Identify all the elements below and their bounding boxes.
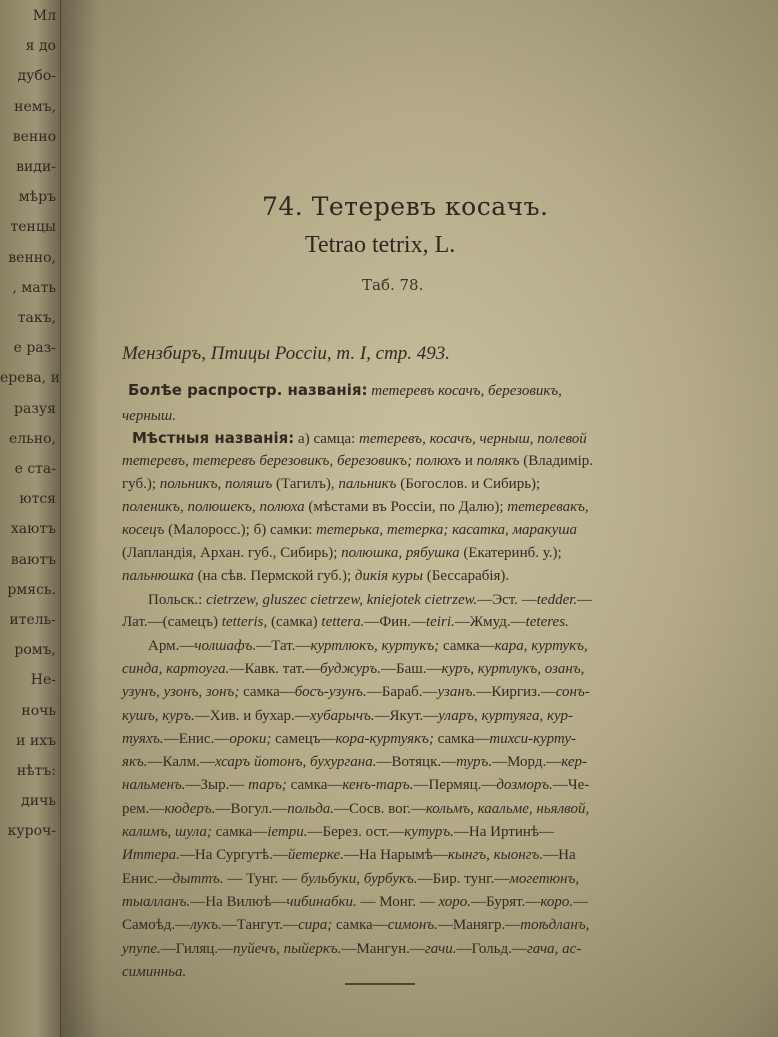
text-run: —Мангун.—: [341, 941, 425, 957]
text-run: губ.);: [122, 476, 160, 492]
margin-fragment: ночь: [21, 702, 56, 719]
plate-reference: Таб. 78.: [362, 276, 424, 294]
italic-run: уларъ, куртуяга, кур-: [438, 708, 574, 724]
italic-run: полякъ: [476, 453, 520, 469]
text-run: —Бир. тунг.—: [417, 871, 510, 887]
italic-run: тетеревакъ,: [507, 499, 589, 515]
italic-run: упупе.: [122, 941, 161, 957]
text-run: —Якут.—: [374, 708, 439, 724]
text-line: [122, 892, 682, 912]
italic-run: гачи.: [424, 941, 457, 957]
text-line: [122, 406, 682, 426]
italic-run: кынгъ, кыонгъ.: [447, 847, 544, 863]
text-run: —: [577, 592, 593, 608]
italic-run: черныш.: [122, 408, 176, 424]
text-run: —Тангут.—: [221, 917, 299, 933]
text-run: (Тагилъ),: [272, 476, 339, 492]
text-run: Арм.—: [148, 638, 195, 654]
margin-fragment: ельно,: [8, 430, 56, 447]
italic-run: польда.: [287, 801, 335, 817]
text-run: (мѣстами въ Россіи, по Далю);: [304, 499, 508, 515]
text-run: самецъ—: [271, 731, 336, 747]
italic-run: бульбуки, бурбукъ.: [300, 871, 418, 887]
facing-page-margin: [0, 0, 61, 1037]
text-line: [122, 869, 682, 889]
text-line: [122, 566, 682, 586]
gutter-shadow: [60, 0, 100, 1037]
text-run: —Манягр.—: [437, 917, 521, 933]
italic-run: буджуръ.: [319, 661, 381, 677]
italic-run: кенъ-таръ.: [342, 777, 414, 793]
margin-fragment: види-: [16, 159, 56, 175]
end-rule: [345, 983, 415, 985]
italic-run: хоро.: [438, 894, 472, 910]
margin-fragment: Не-: [30, 672, 56, 689]
italic-run: дыттъ.: [172, 871, 224, 887]
italic-run: поленикъ, полюшекъ, полюха: [122, 499, 305, 515]
text-run: —Морд.—: [492, 754, 562, 770]
italic-run: симинньа.: [122, 964, 187, 980]
italic-run: польникъ, поляшъ: [159, 476, 273, 492]
italic-run: могетюнъ,: [509, 871, 580, 887]
italic-run: tetteris,: [221, 614, 268, 630]
text-run: —Енис.—: [163, 731, 230, 747]
text-run: —Вогул.—: [215, 801, 288, 817]
italic-run: пальникъ: [338, 476, 397, 492]
margin-fragment: , мать: [12, 279, 56, 296]
italic-run: калимъ, шула;: [122, 824, 212, 840]
italic-run: йетерке.: [287, 847, 344, 863]
margin-fragment: такъ,: [17, 310, 56, 326]
text-run: —Кавк. тат.—: [229, 661, 320, 677]
italic-run: teteres.: [525, 614, 569, 630]
italic-run: дикія куры: [354, 568, 424, 584]
italic-run: косецъ: [122, 522, 165, 538]
text-run: —Берез. ост.—: [307, 824, 405, 840]
text-run: —Гиляц.—: [160, 941, 234, 957]
text-line: [122, 845, 682, 865]
text-run: самка—: [239, 684, 295, 700]
italic-run: пуйечъ, пыйеркъ.: [233, 941, 342, 957]
text-line: [122, 939, 682, 959]
italic-run: кушъ, куръ.: [122, 708, 195, 724]
text-run: самка—: [286, 777, 343, 793]
text-run: —Че-: [552, 777, 590, 793]
text-run: и: [461, 453, 477, 469]
text-line: [122, 962, 682, 982]
latin-name: Tetrao tetrix, L.: [305, 232, 456, 258]
italic-run: куртлюкъ, куртукъ;: [310, 638, 440, 654]
italic-run: тетеревъ косачъ, березовикъ,: [367, 383, 562, 399]
margin-fragment: венно: [12, 128, 56, 145]
text-run: самка—: [439, 638, 495, 654]
italic-run: кер-: [561, 754, 588, 770]
text-run: —На Нарымѣ—: [343, 847, 448, 863]
italic-run: сонъ-: [555, 684, 590, 700]
text-line: [122, 822, 682, 842]
italic-run: узанъ.: [437, 684, 477, 700]
italic-run: кутуръ.: [404, 824, 454, 840]
italic-run: пальнюшка: [122, 568, 194, 584]
italic-run: кюдеръ.: [164, 801, 216, 817]
italic-run: нальменъ.: [122, 777, 186, 793]
margin-fragment: рмясь.: [7, 581, 56, 598]
text-line: [122, 752, 682, 772]
text-run: —На Иртинѣ—: [453, 824, 555, 840]
text-line: [122, 659, 682, 679]
text-line: [122, 543, 682, 563]
italic-run: хсаръ йотонъ, бухургана.: [214, 754, 377, 770]
text-run: самка—: [433, 731, 490, 747]
italic-run: хубарычъ.: [309, 708, 375, 724]
italic-run: тоѣдланъ,: [520, 917, 590, 933]
text-line: [122, 775, 682, 795]
margin-fragment: е раз-: [13, 340, 56, 357]
text-run: —Калм.—: [147, 754, 215, 770]
text-run: (Богослов. и Сибирь);: [396, 476, 541, 492]
text-line: [122, 915, 682, 935]
text-line: [122, 520, 682, 540]
italic-run: тетеревъ, косачъ, черныш, полевой: [359, 431, 587, 447]
text-run: —Эст. —: [477, 592, 537, 608]
margin-fragment: венно,: [8, 249, 56, 266]
margin-fragment: и ихъ: [16, 732, 56, 749]
italic-run: кара, куртукъ,: [494, 638, 588, 654]
margin-fragment: ваютъ: [10, 551, 56, 568]
text-run: (самка): [267, 614, 322, 630]
italic-run: tedder.: [536, 592, 578, 608]
text-run: —На Сургутѣ.—: [179, 847, 288, 863]
margin-fragment: немъ,: [14, 98, 56, 115]
text-run: —Бурят.—: [471, 894, 541, 910]
italic-run: teiri.: [425, 614, 455, 630]
italic-run: туяхъ.: [122, 731, 164, 747]
italic-run: лукъ.: [190, 917, 222, 933]
text-line: [122, 682, 682, 702]
italic-run: гача, ас-: [526, 941, 582, 957]
text-run: —Зыр.—: [185, 777, 249, 793]
page-title: 74. Тетеревъ косачъ.: [262, 192, 549, 221]
text-run: —Жмуд.—: [454, 614, 526, 630]
text-line: [132, 428, 692, 449]
italic-run: куръ, куртлукъ, озанъ,: [441, 661, 585, 677]
text-line: [122, 474, 682, 494]
text-run: (Владимір.: [519, 453, 594, 469]
italic-run: тыалланъ.: [122, 894, 191, 910]
italic-run: ороки;: [229, 731, 272, 747]
italic-run: Иттера.: [122, 847, 180, 863]
text-run: —Сосв. вог.—: [334, 801, 426, 817]
margin-fragment: Мл: [32, 8, 56, 24]
italic-run: узунъ, узонъ, зонъ;: [122, 684, 240, 700]
text-line: [122, 451, 682, 471]
italic-run: тихси-курту-: [489, 731, 577, 747]
italic-run: полюшка, рябушка: [341, 545, 460, 561]
margin-fragment: дубо-: [17, 68, 56, 85]
text-run: Самоѣд.—: [122, 917, 191, 933]
literature-reference: Мензбиръ, Птицы Россіи, т. I, стр. 493.: [122, 343, 451, 364]
text-run: —Киргиз.—: [476, 684, 556, 700]
text-run: Польск.:: [148, 592, 207, 608]
text-run: —Бараб.—: [366, 684, 438, 700]
italic-run: іетри.: [267, 824, 308, 840]
italic-run: чибинабки.: [286, 894, 357, 910]
margin-fragment: е ста-: [14, 461, 56, 477]
margin-fragment: я до: [25, 38, 56, 55]
text-run: (Бессарабія).: [423, 568, 510, 584]
italic-run: тетерька, тетерка; касатка, маракуша: [316, 522, 578, 538]
italic-run: якъ.: [122, 754, 148, 770]
italic-run: cietrzew, gluszec cietrzew, kniejotek cietrzew.: [206, 592, 478, 608]
text-run: —Хив. и бухар.—: [194, 708, 310, 724]
italic-run: синда, картоуга.: [122, 661, 230, 677]
text-run: а) самца:: [294, 431, 360, 447]
margin-fragment: куроч-: [7, 823, 56, 840]
text-run: (Малоросс.); б) самки:: [164, 522, 317, 538]
text-line: [128, 380, 688, 401]
margin-fragment: ются: [19, 491, 56, 508]
text-line: [122, 729, 682, 749]
italic-run: туръ.: [456, 754, 493, 770]
text-run: —Баш.—: [380, 661, 442, 677]
text-line: [122, 706, 682, 726]
text-run: самка—: [211, 824, 268, 840]
margin-fragment: разуя: [13, 400, 56, 417]
text-line: [122, 497, 682, 517]
bold-run: Болѣе распростр. названія:: [128, 381, 368, 399]
italic-run: коро.: [540, 894, 574, 910]
margin-fragment: тенцы: [10, 219, 56, 236]
margin-fragment: ромъ,: [14, 642, 56, 659]
margin-fragment: итель-: [9, 612, 56, 628]
margin-fragment: дичь: [21, 793, 56, 810]
italic-run: таръ;: [248, 777, 287, 793]
italic-run: кора-куртуякъ;: [335, 731, 434, 747]
text-run: —Пермяц.—: [413, 777, 497, 793]
text-line: [122, 612, 682, 632]
margin-fragment: мѣръ: [18, 189, 56, 206]
text-run: Енис.—: [122, 871, 173, 887]
italic-run: tettera.: [321, 614, 365, 630]
text-run: —Гольд.—: [456, 941, 527, 957]
margin-fragment: ерева, и: [0, 370, 60, 387]
text-run: — Монг. —: [356, 894, 439, 910]
text-run: —На: [543, 847, 576, 863]
bold-run: Мѣстныя названія:: [132, 429, 295, 447]
text-run: —: [573, 894, 589, 910]
text-run: (Лапландія, Архан. губ., Сибирь);: [122, 545, 342, 561]
text-line: [148, 590, 708, 610]
text-run: самка—: [332, 917, 388, 933]
italic-run: чолшафъ.: [194, 638, 257, 654]
text-run: —Тат.—: [256, 638, 311, 654]
margin-fragment: хаютъ: [10, 521, 56, 538]
text-run: рем.—: [122, 801, 165, 817]
text-run: (на сѣв. Пермской губ.);: [193, 568, 355, 584]
italic-run: полюхъ: [415, 453, 462, 469]
italic-run: дозморъ.: [496, 777, 553, 793]
margin-fragment: нѣтъ:: [16, 763, 56, 779]
text-line: [148, 636, 708, 656]
text-run: —Фин.—: [364, 614, 426, 630]
text-run: — Тунг. —: [223, 871, 301, 887]
italic-run: сира;: [298, 917, 333, 933]
italic-run: симонъ.: [387, 917, 438, 933]
text-run: —На Вилюѣ—: [190, 894, 287, 910]
text-line: [122, 799, 682, 819]
italic-run: кольмъ, каальме, ньялвой,: [425, 801, 590, 817]
text-run: —Вотяцк.—: [376, 754, 457, 770]
italic-run: тетеревъ, тетеревъ березовикъ, березовикъ;: [122, 453, 413, 469]
text-run: (Екатеринб. у.);: [459, 545, 562, 561]
text-run: Лат.—(самецъ): [122, 614, 222, 630]
italic-run: босъ-узунъ.: [294, 684, 367, 700]
